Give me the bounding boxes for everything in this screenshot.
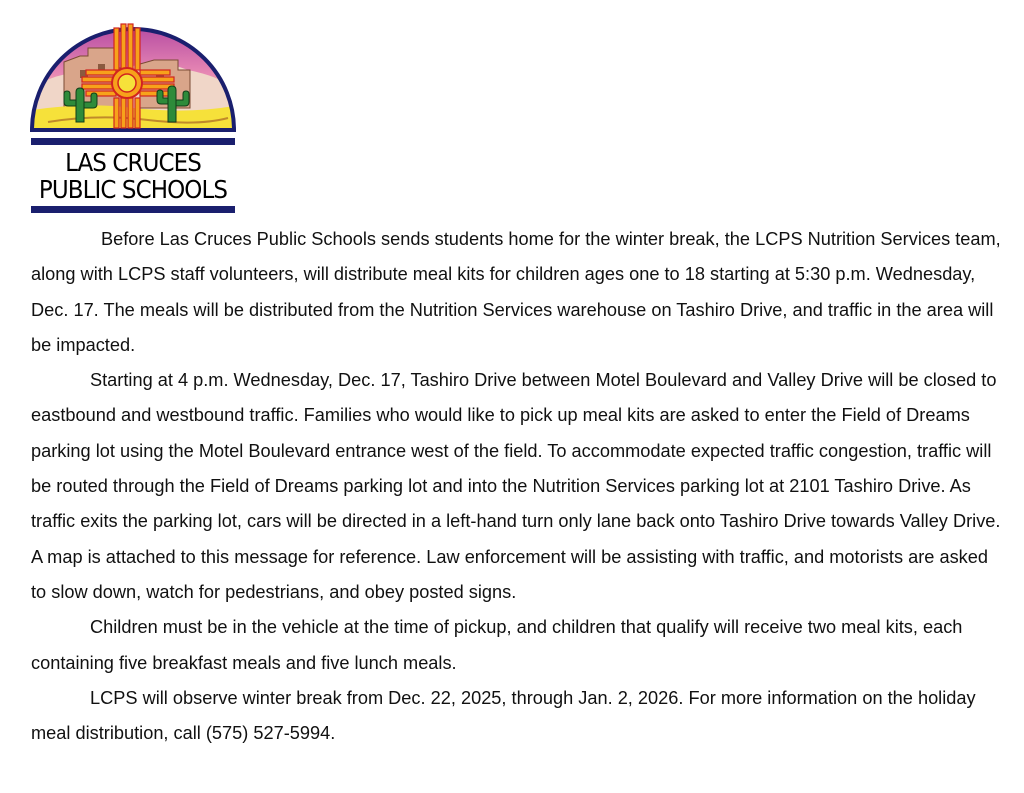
paragraph-pickup-eligibility: Children must be in the vehicle at the time of pickup, and children that qualify will receive two meal kits, each containing five breakfast meals and five lunch meals. — [31, 617, 963, 673]
paragraph-traffic-closure: Starting at 4 p.m. Wednesday, Dec. 17, Tashiro Drive between Motel Boulevard and Valley Drive will be closed to eastbound and westbound traffic. Families who would like to pick up meal kits are asked to enter the Field of Dreams parking lot using the Motel Boulevard entrance west of the field. To accommodate expected traffic congestion, traffic will be routed through the Field of Dreams parking lot and into the Nutrition Services parking lot at 2101 Tashiro Drive. As traffic exits the parking lot, cars will be directed in a left-hand turn only lane back onto Tashiro Drive towards Valley Drive. A map is attached to this message for reference. Law enforcement will be assisting with traffic, and motorists are asked to slow down, watch for pedestrians, and obey posted signs. — [31, 370, 1001, 602]
logo-wordmark-line1: LAS CRUCES — [65, 148, 201, 177]
announcement-body — [31, 222, 1006, 751]
logo-wordmark-line2: PUBLIC SCHOOLS — [38, 175, 228, 204]
paragraph-meal-distribution: Before Las Cruces Public Schools sends students home for the winter break, the LCPS Nutrition Services team, along with LCPS staff volunteers, will distribute meal kits for children ages one to 18 starting at 5:30 p.m. Wednesday, Dec. 17. The meals will be distributed from the Nutrition Services warehouse on Tashiro Drive, and traffic in the area will be impacted. — [31, 229, 1001, 355]
paragraph-winter-break-contact: LCPS will observe winter break from Dec. 22, 2025, through Jan. 2, 2026. For more information on the holiday meal distribution, call (575) 527-5994. — [31, 687, 976, 744]
lcps-logo — [28, 10, 238, 215]
